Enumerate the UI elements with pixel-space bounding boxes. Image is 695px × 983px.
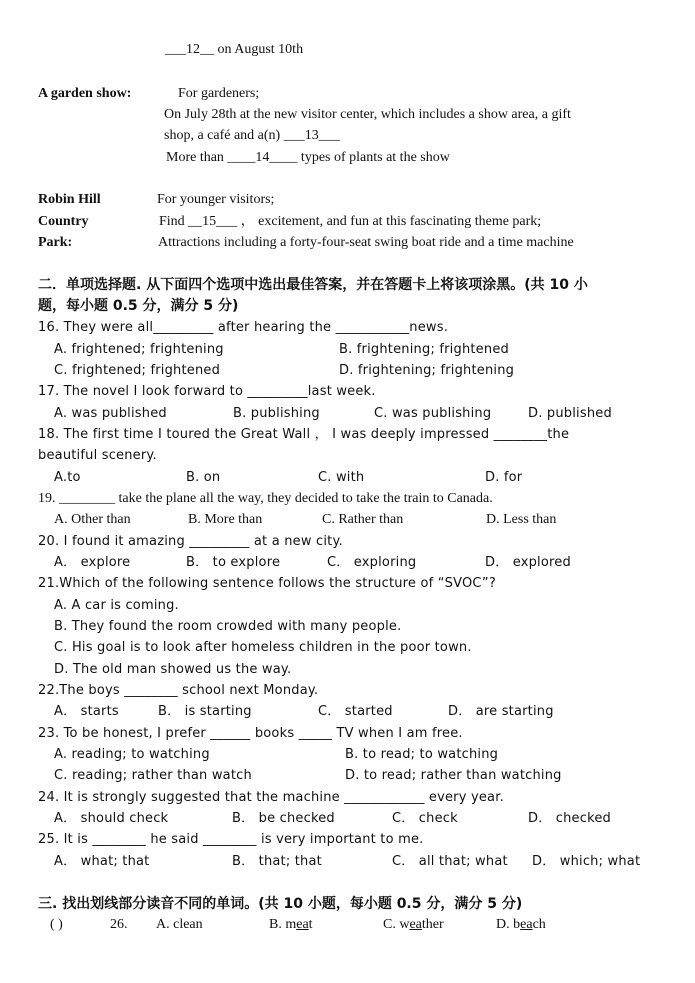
question-18-option-d[interactable]: D. for [485, 470, 523, 485]
question-19-option-a[interactable]: A. Other than [54, 512, 131, 527]
question-16-option-c[interactable]: C. frightened; frightened [54, 363, 221, 378]
question-20-option-c[interactable]: C． exploring [327, 555, 417, 570]
question-24-option-c[interactable]: C． check [392, 811, 458, 826]
robin-hill-label-3: Park: [38, 235, 73, 250]
garden-show-line-3: shop, a café and a(n) ___13___ [164, 128, 340, 143]
question-19-stem: 19. ________ take the plane all the way, they decided to take the train to Canada. [38, 491, 493, 506]
question-21-option-a[interactable]: A. A car is coming. [54, 598, 179, 613]
question-21-option-b[interactable]: B. They found the room crowded with many people. [54, 619, 402, 634]
option-d-underlined: ea [520, 917, 533, 932]
question-26-option-c[interactable] [383, 916, 444, 934]
question-20-stem: 20. I found it amazing _________ at a new city. [38, 534, 343, 549]
answer-bracket[interactable]: ( ) [50, 917, 63, 932]
question-24-option-a[interactable]: A． should check [54, 811, 169, 826]
option-c-underlined: ea [409, 917, 422, 932]
question-25-option-a[interactable]: A． what; that [54, 854, 150, 869]
option-b-suffix: t [308, 917, 313, 932]
question-16-option-b[interactable]: B. frightening; frightened [339, 342, 509, 357]
robin-hill-label-2: Country [38, 214, 89, 229]
question-19-option-b[interactable]: B. More than [188, 512, 263, 527]
option-d-suffix: ch [532, 917, 546, 932]
question-18-option-a[interactable]: A.to [54, 470, 81, 485]
garden-show-line-1: For gardeners; [178, 86, 260, 101]
question-25-option-c[interactable]: C． all that; what [392, 854, 508, 869]
garden-show-label: A garden show: [38, 86, 132, 101]
section-3-heading: 三. 找出划线部分读音不同的单词。(共 10 小题，每小题 0.5 分，满分 5 分) [38, 896, 523, 912]
item-12-line: ___12__ on August 10th [165, 42, 304, 57]
question-26-option-a[interactable]: A. clean [156, 917, 203, 932]
question-20-option-a[interactable]: A． explore [54, 555, 131, 570]
option-b-prefix: B. m [269, 917, 297, 932]
question-23-option-a[interactable]: A. reading; to watching [54, 747, 210, 762]
question-21-stem: 21.Which of the following sentence follows the structure of “SVOC”? [38, 576, 496, 591]
section-2-heading-line-1: 二．单项选择题. 从下面四个选项中选出最佳答案，并在答题卡上将该项涂黑。(共 10 小 [38, 277, 588, 293]
question-22-option-d[interactable]: D． are starting [448, 704, 554, 719]
question-17-option-d[interactable]: D. published [528, 406, 612, 421]
question-24-stem: 24. It is strongly suggested that the machine ____________ every year. [38, 790, 504, 805]
option-c-suffix: ther [421, 917, 444, 932]
question-22-option-c[interactable]: C． started [318, 704, 393, 719]
option-b-underlined: ea [296, 917, 309, 932]
option-d-prefix: D. b [496, 917, 521, 932]
question-26-option-b[interactable] [269, 916, 313, 934]
question-16-option-a[interactable]: A. frightened; frightening [54, 342, 224, 357]
question-22-option-b[interactable]: B． is starting [158, 704, 252, 719]
question-17-stem: 17. The novel I look forward to _________last week. [38, 384, 376, 399]
question-16-option-d[interactable]: D. frightening; frightening [339, 363, 515, 378]
robin-hill-line-1: For younger visitors; [157, 192, 275, 207]
question-23-stem: 23. To be honest, I prefer ______ books _____ TV when I am free. [38, 726, 463, 741]
question-19-option-c[interactable]: C. Rather than [322, 512, 404, 527]
question-18-option-b[interactable]: B. on [186, 470, 221, 485]
question-18-stem-line-2: beautiful scenery. [38, 448, 157, 463]
garden-show-line-4: More than ____14____ types of plants at the show [166, 150, 450, 165]
robin-hill-label-1: Robin Hill [38, 192, 101, 207]
question-23-option-d[interactable]: D. to read; rather than watching [345, 768, 562, 783]
question-17-option-b[interactable]: B. publishing [233, 406, 320, 421]
question-16-stem: 16. They were all_________ after hearing the ___________news. [38, 320, 449, 335]
question-26-number: 26. [110, 917, 128, 932]
question-25-stem: 25. It is ________ he said ________ is very important to me. [38, 832, 424, 847]
question-17-option-c[interactable]: C. was publishing [374, 406, 492, 421]
option-c-prefix: C. w [383, 917, 410, 932]
question-18-option-c[interactable]: C. with [318, 470, 365, 485]
question-17-option-a[interactable]: A. was published [54, 406, 167, 421]
question-18-stem-line-1: 18. The first time I toured the Great Wall ， I was deeply impressed ________the [38, 427, 570, 442]
question-25-option-b[interactable]: B． that; that [232, 854, 322, 869]
question-21-option-c[interactable]: C. His goal is to look after homeless children in the poor town. [54, 640, 472, 655]
robin-hill-line-2: Find __15___ ， excitement, and fun at this fascinating theme park; [159, 214, 542, 229]
question-26-option-d[interactable] [496, 916, 546, 934]
robin-hill-line-3: Attractions including a forty-four-seat swing boat ride and a time machine [158, 235, 574, 250]
question-22-stem: 22.The boys ________ school next Monday. [38, 683, 319, 698]
question-24-option-d[interactable]: D． checked [528, 811, 611, 826]
question-20-option-b[interactable]: B． to explore [186, 555, 281, 570]
question-19-option-d[interactable]: D. Less than [486, 512, 557, 527]
question-24-option-b[interactable]: B． be checked [232, 811, 335, 826]
question-22-option-a[interactable]: A． starts [54, 704, 119, 719]
question-25-option-d[interactable]: D． which; what [532, 854, 641, 869]
question-23-option-c[interactable]: C. reading; rather than watch [54, 768, 252, 783]
question-20-option-d[interactable]: D． explored [485, 555, 571, 570]
question-21-option-d[interactable]: D. The old man showed us the way. [54, 662, 292, 677]
garden-show-line-2: On July 28th at the new visitor center, which includes a show area, a gift [164, 107, 571, 122]
question-23-option-b[interactable]: B. to read; to watching [345, 747, 499, 762]
section-2-heading-line-2: 题，每小题 0.5 分，满分 5 分) [38, 298, 239, 314]
